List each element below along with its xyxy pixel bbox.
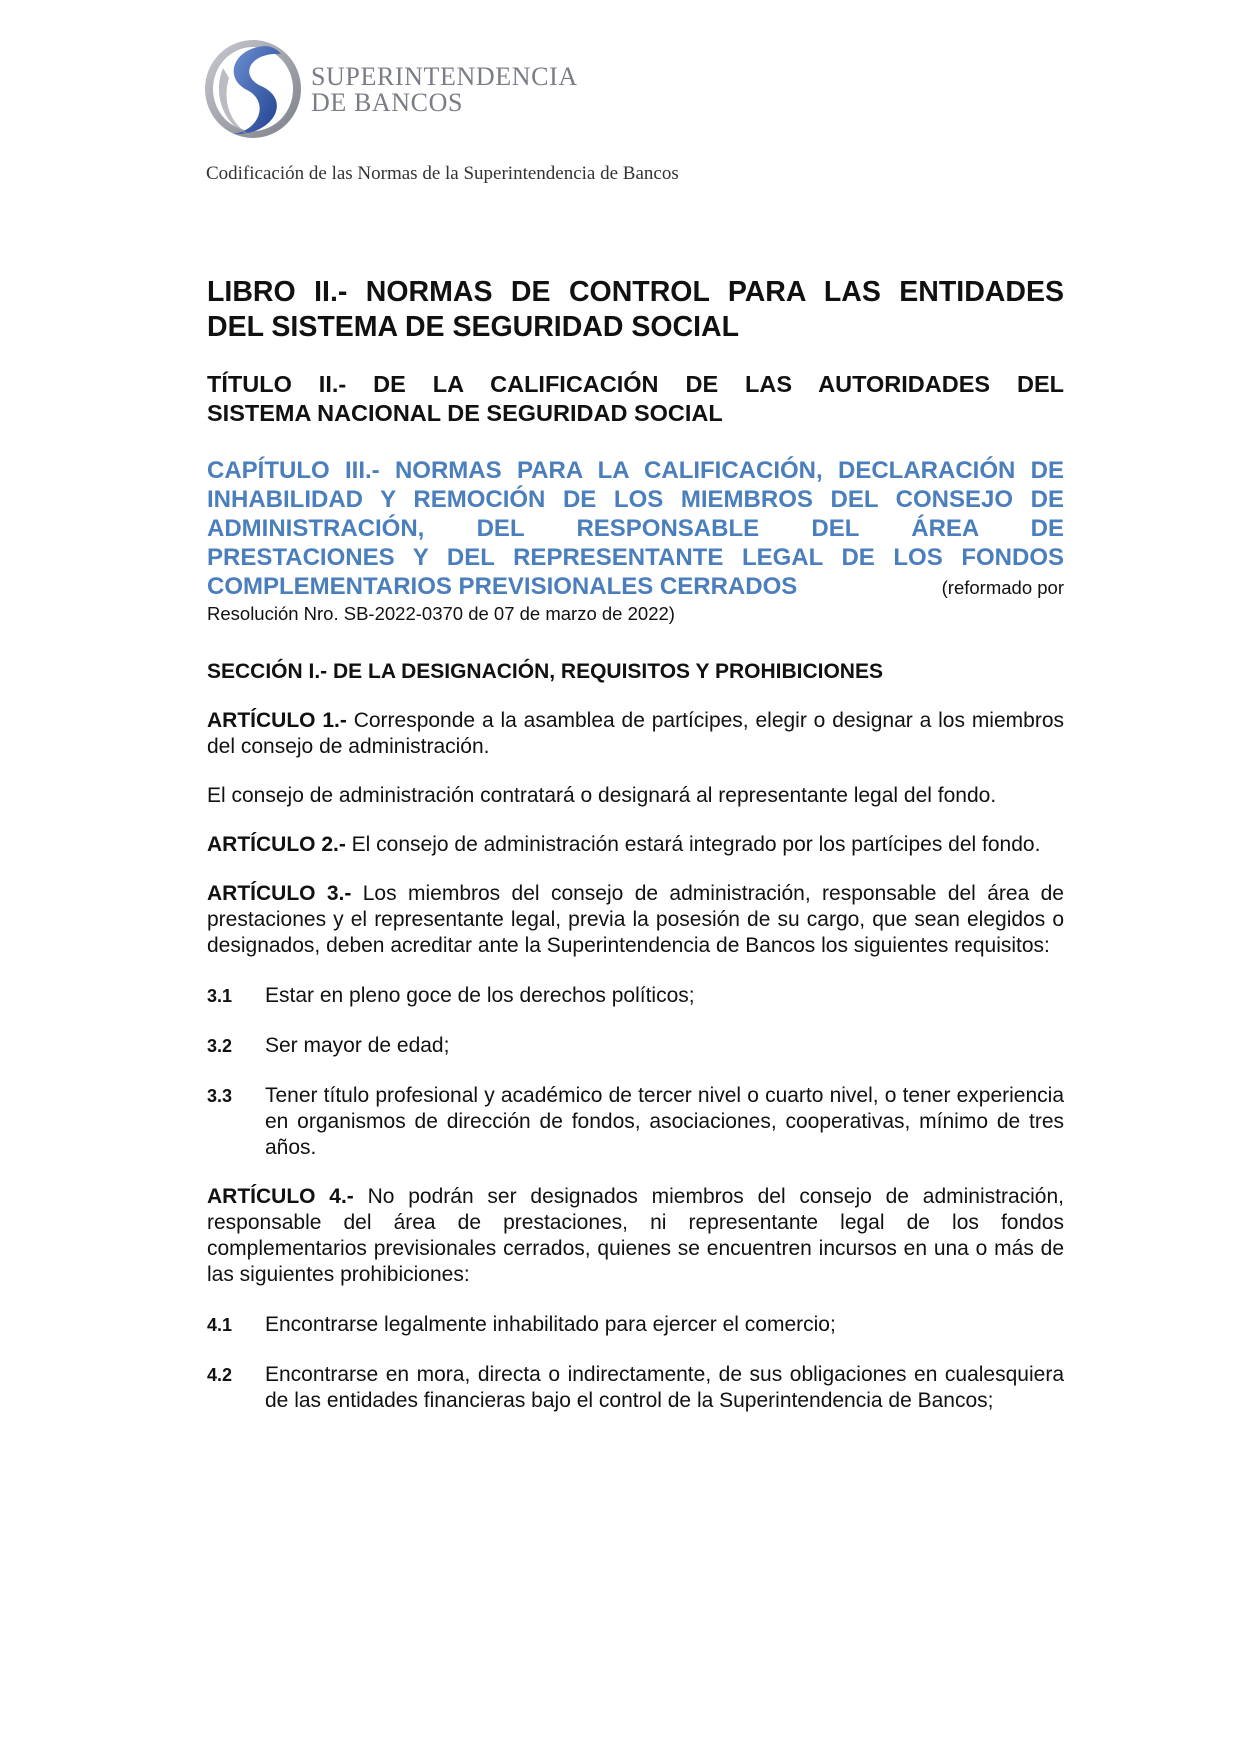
libro-heading-line-2: DEL SISTEMA DE SEGURIDAD SOCIAL (207, 311, 740, 343)
list-item (207, 1312, 1064, 1338)
article-1-paragraph-2: El consejo de administración contratará o designará al representante legal del fondo. (207, 784, 997, 807)
seccion-heading: SECCIÓN I.- DE LA DESIGNACIÓN, REQUISITOS Y PROHIBICIONES (207, 660, 883, 683)
list-item-number: 4.2 (207, 1365, 233, 1385)
capitulo-line-1: CAPÍTULO III.- NORMAS PARA LA CALIFICACIÓN, DECLARACIÓN DE (207, 457, 1064, 484)
list-item-text: Tener título profesional y académico de tercer nivel o cuarto nivel, o tener experiencia en organismos de dirección de fondos, asociaciones, cooperativas, mínimo de tres años. (265, 1084, 1064, 1159)
list-item-number: 3.2 (207, 1036, 233, 1056)
list-item-number: 3.1 (207, 986, 233, 1006)
logo-line-1: SUPERINTENDENCIA (311, 62, 578, 91)
capitulo-line-4: PRESTACIONES Y DEL REPRESENTANTE LEGAL DE LOS FONDOS (207, 544, 1064, 571)
logo-line-2: DE BANCOS (311, 88, 464, 117)
list-item (207, 1033, 1064, 1059)
list-item (207, 1362, 1064, 1414)
reformado-note: (reformado por (941, 577, 1064, 598)
article-2 (207, 832, 1064, 858)
article-3 (207, 881, 1064, 959)
list-item-text: Estar en pleno goce de los derechos políticos; (265, 984, 695, 1007)
document-body (207, 275, 1064, 1414)
article-4-label: ARTÍCULO 4.- (207, 1185, 354, 1208)
titulo-heading-line-2: SISTEMA NACIONAL DE SEGURIDAD SOCIAL (207, 400, 723, 426)
list-item (207, 983, 1064, 1009)
titulo-heading (207, 370, 1064, 428)
codification-header: Codificación de las Normas de la Superintendencia de Bancos (206, 163, 679, 184)
capitulo-line-2: INHABILIDAD Y REMOCIÓN DE LOS MIEMBROS DEL CONSEJO DE (207, 486, 1064, 513)
article-1 (207, 708, 1064, 760)
article-4 (207, 1184, 1064, 1288)
capitulo-heading (207, 456, 1064, 626)
libro-heading-line-1: LIBRO II.- NORMAS DE CONTROL PARA LAS ENTIDADES (207, 276, 1064, 308)
article-1-text: Corresponde a la asamblea de partícipes, elegir o designar a los miembros del consejo de administración. (207, 709, 1064, 758)
article-4-text: No podrán ser designados miembros del consejo de administración, responsable del área de prestaciones, ni representante legal de los fondos complementarios previsionales cerrados, quienes se encuentren incursos en una o más de las siguientes prohibiciones: (207, 1185, 1064, 1286)
libro-heading (207, 275, 1064, 345)
article-3-label: ARTÍCULO 3.- (207, 882, 352, 905)
list-item-text: Encontrarse legalmente inhabilitado para ejercer el comercio; (265, 1313, 836, 1336)
article-2-label: ARTÍCULO 2.- (207, 833, 346, 856)
list-item-text: Encontrarse en mora, directa o indirectamente, de sus obligaciones en cualesquiera de las entidades financieras bajo el control de la Superintendencia de Bancos; (265, 1363, 1064, 1412)
superintendencia-logo (203, 38, 603, 143)
list-item-number: 4.1 (207, 1315, 233, 1335)
resolucion-note: Resolución Nro. SB-2022-0370 de 07 de marzo de 2022) (207, 603, 675, 624)
capitulo-line-5: COMPLEMENTARIOS PREVISIONALES CERRADOS (207, 573, 798, 600)
capitulo-line-3: ADMINISTRACIÓN, DEL RESPONSABLE DEL ÁREA DE (207, 515, 1064, 542)
article-2-text: El consejo de administración estará integrado por los partícipes del fondo. (345, 833, 1041, 856)
list-item-text: Ser mayor de edad; (265, 1034, 450, 1057)
titulo-heading-line-1: TÍTULO II.- DE LA CALIFICACIÓN DE LAS AUTORIDADES DEL (207, 371, 1064, 397)
logo-emblem-icon (203, 38, 303, 140)
article-3-text: Los miembros del consejo de administración, responsable del área de prestaciones y el representante legal, previa la posesión de su cargo, que sean elegidos o designados, deben acreditar ante la Superintendencia de Bancos los siguientes requisitos: (207, 882, 1064, 957)
capitulo-line-5-row (207, 572, 1064, 602)
list-item-number: 3.3 (207, 1086, 233, 1106)
list-item (207, 1083, 1064, 1161)
article-1-label: ARTÍCULO 1.- (207, 709, 347, 732)
